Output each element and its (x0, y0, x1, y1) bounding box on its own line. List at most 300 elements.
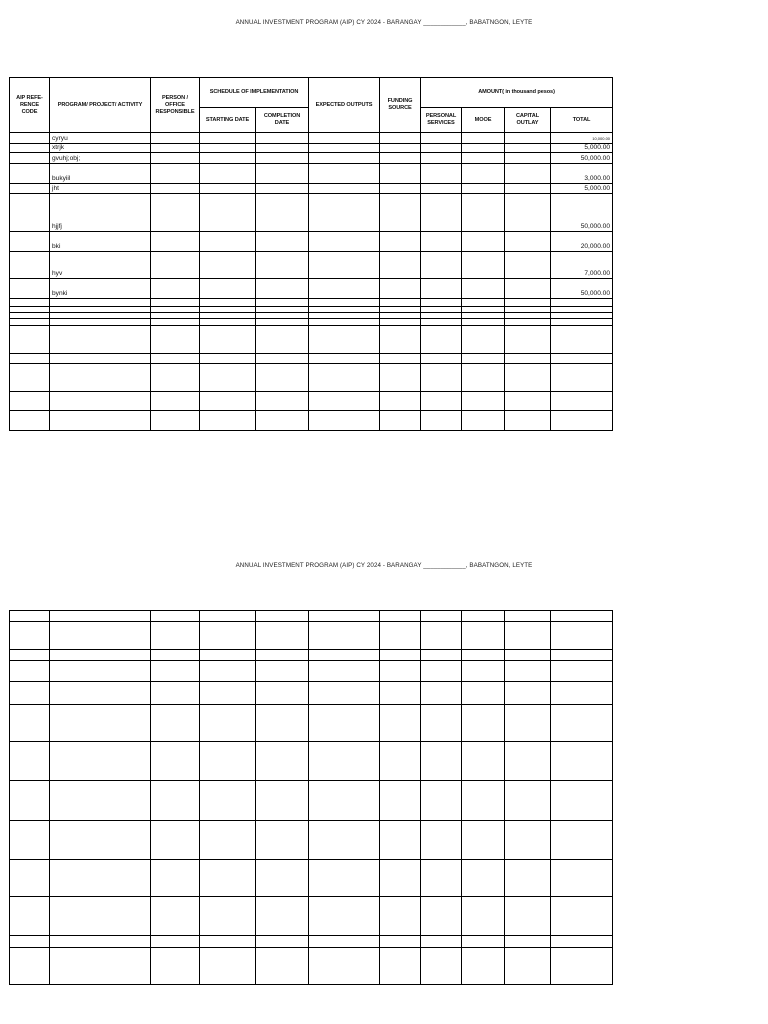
table-cell (10, 392, 50, 411)
table-cell (10, 319, 50, 326)
cell-total (551, 326, 613, 354)
table-cell (256, 144, 309, 153)
table-cell (505, 194, 551, 232)
table-cell (256, 319, 309, 326)
table-cell (421, 948, 462, 985)
table-cell (10, 682, 50, 705)
table-cell (10, 299, 50, 307)
table-row (10, 661, 613, 682)
table-cell (200, 682, 256, 705)
table-cell (309, 279, 380, 299)
table-cell (505, 144, 551, 153)
cell-total (551, 661, 613, 682)
table-cell (200, 364, 256, 392)
table-cell (309, 781, 380, 821)
table-cell (10, 661, 50, 682)
page-title: ANNUAL INVESTMENT PROGRAM (AIP) CY 2024 - BARANGAY ____________, BABATNGON, LEYTE (235, 19, 533, 26)
table-cell (309, 164, 380, 184)
table-cell (462, 682, 505, 705)
table-cell (380, 781, 421, 821)
table-cell (10, 194, 50, 232)
table-cell (380, 133, 421, 144)
table-cell (256, 897, 309, 936)
cell-program-project-activity: jht (50, 184, 151, 194)
table-cell (256, 364, 309, 392)
header-person-office-responsible: PERSON / OFFICE RESPONSIBLE (151, 78, 200, 133)
table-row (10, 622, 613, 650)
cell-program-project-activity (50, 705, 151, 742)
table-cell (505, 133, 551, 144)
table-cell (309, 364, 380, 392)
table-cell (151, 936, 200, 948)
table-row (10, 611, 613, 622)
table-cell (10, 279, 50, 299)
cell-total: 5,000.00 (551, 184, 613, 194)
header-funding-source: FUNDING SOURCE (380, 78, 421, 133)
cell-total (551, 860, 613, 897)
table-cell (462, 948, 505, 985)
table-cell (421, 354, 462, 364)
table-cell (380, 650, 421, 661)
table-cell (462, 392, 505, 411)
table-cell (151, 705, 200, 742)
table-row (10, 650, 613, 661)
table-cell (462, 661, 505, 682)
header-aip-reference-code: AIP REFE- RENCE CODE (10, 78, 50, 133)
table-row (10, 364, 613, 392)
table-cell (421, 411, 462, 431)
table-cell (380, 319, 421, 326)
table-cell (256, 326, 309, 354)
table-cell (380, 194, 421, 232)
table-cell (10, 781, 50, 821)
table-cell (10, 252, 50, 279)
table-cell (505, 164, 551, 184)
table-cell (421, 611, 462, 622)
cell-program-project-activity (50, 392, 151, 411)
table-cell (309, 682, 380, 705)
table-cell (505, 319, 551, 326)
table-cell (309, 411, 380, 431)
table-cell (462, 279, 505, 299)
cell-program-project-activity (50, 326, 151, 354)
table-cell (505, 232, 551, 252)
table-cell (505, 860, 551, 897)
table-cell (10, 411, 50, 431)
cell-total (551, 319, 613, 326)
table-cell (10, 611, 50, 622)
table-cell (462, 611, 505, 622)
cell-program-project-activity (50, 948, 151, 985)
page-title: ANNUAL INVESTMENT PROGRAM (AIP) CY 2024 - BARANGAY ____________, BABATNGON, LEYTE (235, 562, 533, 569)
table-cell (200, 650, 256, 661)
table-cell (380, 364, 421, 392)
table-cell (380, 611, 421, 622)
header-amount: AMOUNT( in thousand pesos) (421, 78, 613, 108)
table-cell (380, 821, 421, 860)
table-cell (256, 622, 309, 650)
table-cell (505, 948, 551, 985)
cell-total (551, 622, 613, 650)
table-cell (256, 936, 309, 948)
table-cell (151, 392, 200, 411)
table-cell (421, 133, 462, 144)
table-cell (10, 821, 50, 860)
cell-total: 50,000.00 (551, 279, 613, 299)
table-cell (421, 299, 462, 307)
table-cell (151, 821, 200, 860)
cell-program-project-activity (50, 411, 151, 431)
table-cell (421, 164, 462, 184)
header-schedule-of-implementation: SCHEDULE OF IMPLEMENTATION (200, 78, 309, 108)
table-row (10, 133, 613, 144)
table-cell (462, 897, 505, 936)
table-cell (421, 821, 462, 860)
header-completion-date: COMPLETION DATE (256, 108, 309, 133)
table-cell (505, 611, 551, 622)
table-cell (380, 153, 421, 164)
table-cell (380, 742, 421, 781)
cell-total (551, 299, 613, 307)
table-cell (380, 411, 421, 431)
cell-program-project-activity (50, 936, 151, 948)
table-cell (309, 194, 380, 232)
table-cell (380, 299, 421, 307)
table-cell (380, 164, 421, 184)
cell-program-project-activity: xtrjk (50, 144, 151, 153)
table-cell (10, 897, 50, 936)
table-cell (151, 661, 200, 682)
table-cell (421, 781, 462, 821)
table-cell (505, 936, 551, 948)
table-cell (200, 821, 256, 860)
table-cell (200, 611, 256, 622)
table-cell (309, 299, 380, 307)
table-cell (10, 184, 50, 194)
table-row (10, 948, 613, 985)
table-row (10, 860, 613, 897)
table-cell (309, 319, 380, 326)
table-cell (200, 742, 256, 781)
table-row (10, 411, 613, 431)
table-cell (462, 319, 505, 326)
table-cell (380, 682, 421, 705)
table-cell (256, 153, 309, 164)
cell-program-project-activity: hjjfj (50, 194, 151, 232)
table-cell (200, 354, 256, 364)
table-row (10, 299, 613, 307)
table-cell (309, 326, 380, 354)
table-row (10, 897, 613, 936)
table-cell (462, 184, 505, 194)
table-row (10, 194, 613, 232)
table-cell (309, 611, 380, 622)
table-cell (151, 252, 200, 279)
table-cell (151, 611, 200, 622)
table-cell (151, 742, 200, 781)
table-cell (10, 948, 50, 985)
table-cell (309, 897, 380, 936)
table-cell (200, 948, 256, 985)
table-cell (380, 144, 421, 153)
table-cell (309, 936, 380, 948)
cell-program-project-activity (50, 821, 151, 860)
table-cell (151, 860, 200, 897)
cell-program-project-activity (50, 661, 151, 682)
cell-total (551, 411, 613, 431)
table-cell (256, 781, 309, 821)
table-cell (421, 364, 462, 392)
table-cell (256, 860, 309, 897)
table-cell (380, 936, 421, 948)
table-cell (462, 153, 505, 164)
cell-total (551, 392, 613, 411)
table-row (10, 392, 613, 411)
table-cell (421, 194, 462, 232)
table-cell (505, 354, 551, 364)
table-cell (309, 232, 380, 252)
table-cell (505, 682, 551, 705)
table-cell (380, 622, 421, 650)
cell-program-project-activity: gvuhj;obj; (50, 153, 151, 164)
table-cell (256, 392, 309, 411)
table-cell (421, 184, 462, 194)
table-cell (10, 164, 50, 184)
table-cell (309, 153, 380, 164)
table-cell (200, 279, 256, 299)
table-cell (462, 622, 505, 650)
table-cell (462, 299, 505, 307)
table-cell (10, 354, 50, 364)
cell-program-project-activity (50, 354, 151, 364)
table-cell (380, 948, 421, 985)
table-cell (256, 133, 309, 144)
table-cell (151, 948, 200, 985)
table-cell (462, 232, 505, 252)
table-cell (421, 279, 462, 299)
table-cell (462, 326, 505, 354)
table-cell (421, 392, 462, 411)
header-starting-date: STARTING DATE (200, 108, 256, 133)
cell-total (551, 821, 613, 860)
table-row (10, 153, 613, 164)
table-cell (309, 184, 380, 194)
table-cell (462, 860, 505, 897)
cell-total: 10,000.00 (551, 133, 613, 144)
table-cell (151, 194, 200, 232)
cell-program-project-activity (50, 622, 151, 650)
cell-total (551, 742, 613, 781)
table-cell (505, 279, 551, 299)
cell-program-project-activity (50, 650, 151, 661)
table-cell (151, 682, 200, 705)
table-cell (256, 411, 309, 431)
table-cell (462, 650, 505, 661)
cell-program-project-activity: bynki (50, 279, 151, 299)
table-cell (10, 705, 50, 742)
table-cell (200, 392, 256, 411)
table-cell (151, 897, 200, 936)
cell-total (551, 364, 613, 392)
table-cell (151, 354, 200, 364)
table-row (10, 319, 613, 326)
table-cell (151, 164, 200, 184)
table-cell (151, 299, 200, 307)
table-cell (421, 622, 462, 650)
cell-program-project-activity: bki (50, 232, 151, 252)
cell-program-project-activity (50, 742, 151, 781)
table-cell (462, 821, 505, 860)
table-row (10, 682, 613, 705)
table-cell (309, 705, 380, 742)
table-cell (380, 252, 421, 279)
table-cell (200, 936, 256, 948)
table-cell (200, 411, 256, 431)
table-row (10, 936, 613, 948)
table-cell (309, 742, 380, 781)
table-cell (151, 411, 200, 431)
table-cell (505, 650, 551, 661)
table-cell (256, 164, 309, 184)
table-cell (421, 232, 462, 252)
cell-program-project-activity (50, 897, 151, 936)
table-cell (505, 326, 551, 354)
table-cell (421, 936, 462, 948)
table-cell (505, 299, 551, 307)
cell-program-project-activity (50, 682, 151, 705)
table-cell (309, 661, 380, 682)
table-cell (256, 354, 309, 364)
table-cell (421, 319, 462, 326)
table-row (10, 164, 613, 184)
table-cell (462, 133, 505, 144)
cell-program-project-activity (50, 860, 151, 897)
table-cell (256, 682, 309, 705)
table-cell (421, 682, 462, 705)
table-cell (421, 705, 462, 742)
cell-total (551, 650, 613, 661)
header-mooe: MOOE (462, 108, 505, 133)
table-cell (200, 252, 256, 279)
table-cell (380, 860, 421, 897)
table-cell (421, 326, 462, 354)
table-row (10, 742, 613, 781)
table-cell (200, 705, 256, 742)
table-cell (10, 232, 50, 252)
table-cell (309, 252, 380, 279)
table-row (10, 184, 613, 194)
table-cell (309, 144, 380, 153)
table-cell (462, 411, 505, 431)
table-cell (462, 705, 505, 742)
cell-program-project-activity (50, 611, 151, 622)
table-cell (200, 184, 256, 194)
table-cell (421, 153, 462, 164)
table-cell (462, 364, 505, 392)
table-cell (462, 781, 505, 821)
table-cell (421, 661, 462, 682)
table-cell (10, 153, 50, 164)
cell-program-project-activity: hyv (50, 252, 151, 279)
cell-total: 50,000.00 (551, 194, 613, 232)
table-cell (10, 936, 50, 948)
table-cell (10, 860, 50, 897)
cell-total (551, 705, 613, 742)
table-cell (309, 821, 380, 860)
table-cell (256, 650, 309, 661)
cell-total (551, 682, 613, 705)
cell-total (551, 948, 613, 985)
table-cell (505, 705, 551, 742)
table-cell (462, 164, 505, 184)
table-cell (505, 252, 551, 279)
table-cell (380, 326, 421, 354)
cell-total: 5,000.00 (551, 144, 613, 153)
table-cell (505, 392, 551, 411)
cell-program-project-activity (50, 781, 151, 821)
cell-total (551, 936, 613, 948)
table-row (10, 354, 613, 364)
table-row (10, 705, 613, 742)
table-cell (10, 650, 50, 661)
table-cell (200, 194, 256, 232)
table-cell (151, 153, 200, 164)
table-cell (200, 164, 256, 184)
table-row (10, 821, 613, 860)
table-cell (505, 153, 551, 164)
table-cell (380, 184, 421, 194)
table-cell (380, 705, 421, 742)
table-cell (380, 354, 421, 364)
table-cell (505, 821, 551, 860)
header-program-project-activity: PROGRAM/ PROJECT/ ACTIVITY (50, 78, 151, 133)
table-cell (10, 742, 50, 781)
table-cell (200, 781, 256, 821)
table-cell (505, 364, 551, 392)
table-cell (505, 897, 551, 936)
table-cell (200, 144, 256, 153)
table-cell (505, 184, 551, 194)
table-cell (505, 411, 551, 431)
table-cell (200, 860, 256, 897)
table-cell (309, 392, 380, 411)
table-cell (380, 661, 421, 682)
table-cell (151, 650, 200, 661)
table-cell (256, 705, 309, 742)
table-cell (462, 354, 505, 364)
cell-program-project-activity (50, 364, 151, 392)
table-cell (256, 948, 309, 985)
table-cell (151, 364, 200, 392)
table-cell (200, 622, 256, 650)
table-cell (421, 742, 462, 781)
table-cell (256, 194, 309, 232)
table-cell (380, 279, 421, 299)
table-cell (421, 650, 462, 661)
table-row (10, 232, 613, 252)
table-cell (200, 153, 256, 164)
header-expected-outputs: EXPECTED OUTPUTS (309, 78, 380, 133)
table-cell (200, 661, 256, 682)
table-cell (256, 279, 309, 299)
header-total: TOTAL (551, 108, 613, 133)
table-cell (10, 622, 50, 650)
table-cell (200, 326, 256, 354)
table-cell (421, 144, 462, 153)
table-cell (309, 622, 380, 650)
table-cell (256, 611, 309, 622)
table-cell (151, 144, 200, 153)
